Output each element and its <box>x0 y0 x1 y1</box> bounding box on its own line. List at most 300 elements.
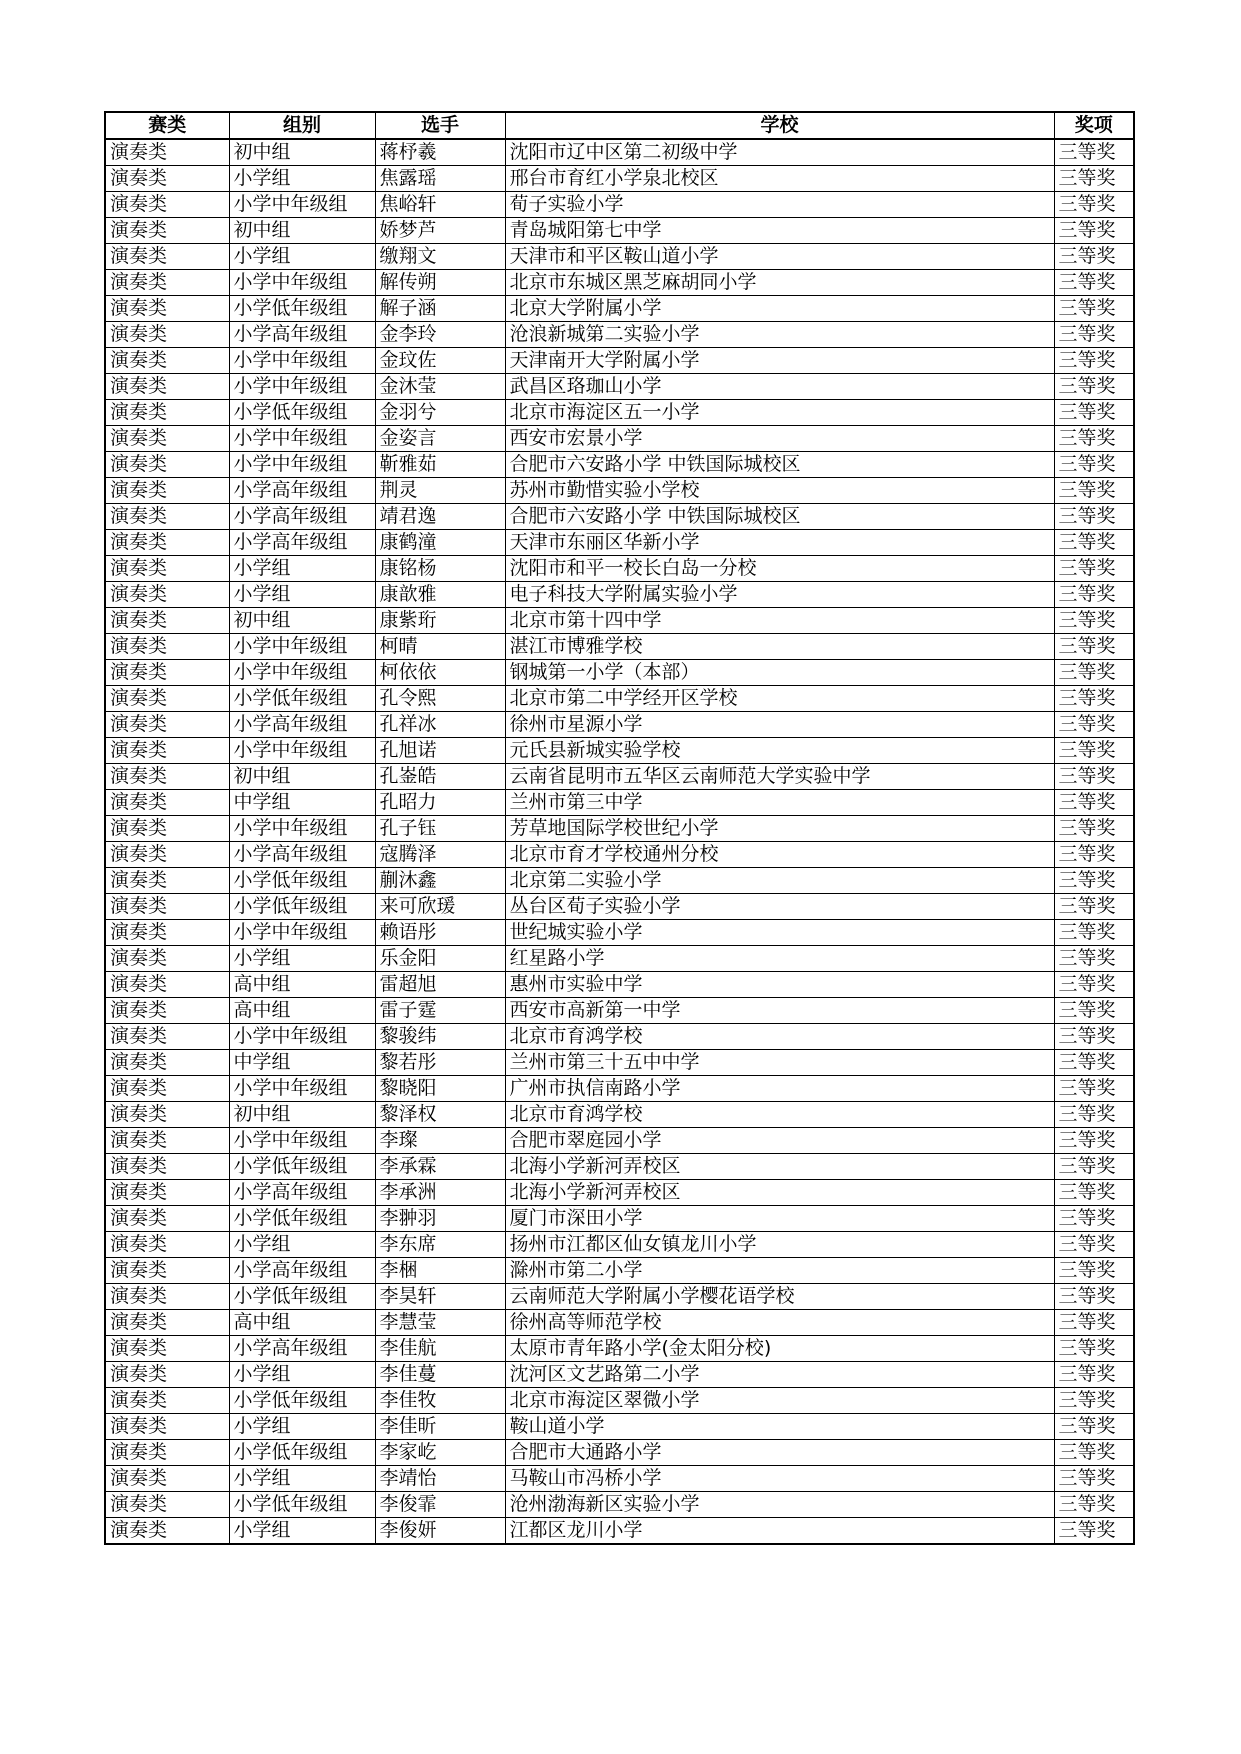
cell-category: 演奏类 <box>105 1258 229 1284</box>
cell-category: 演奏类 <box>105 1492 229 1518</box>
cell-group: 小学低年级组 <box>229 1206 375 1232</box>
cell-school: 北海小学新河弄校区 <box>505 1180 1054 1206</box>
cell-award: 三等奖 <box>1054 712 1134 738</box>
cell-contestant: 金沐莹 <box>375 374 505 400</box>
cell-school: 北京市东城区黑芝麻胡同小学 <box>505 270 1054 296</box>
cell-group: 小学高年级组 <box>229 1258 375 1284</box>
cell-award: 三等奖 <box>1054 139 1134 166</box>
cell-contestant: 柯晴 <box>375 634 505 660</box>
cell-school: 徐州高等师范学校 <box>505 1310 1054 1336</box>
cell-award: 三等奖 <box>1054 1232 1134 1258</box>
cell-school: 合肥市翠庭园小学 <box>505 1128 1054 1154</box>
cell-contestant: 金姿言 <box>375 426 505 452</box>
cell-group: 初中组 <box>229 608 375 634</box>
cell-award: 三等奖 <box>1054 1128 1134 1154</box>
cell-contestant: 黎泽权 <box>375 1102 505 1128</box>
cell-contestant: 孔昭力 <box>375 790 505 816</box>
cell-group: 小学组 <box>229 1518 375 1545</box>
cell-school: 沧州渤海新区实验小学 <box>505 1492 1054 1518</box>
cell-category: 演奏类 <box>105 192 229 218</box>
cell-category: 演奏类 <box>105 998 229 1024</box>
cell-category: 演奏类 <box>105 582 229 608</box>
table-row <box>105 1388 1134 1414</box>
table-row <box>105 816 1134 842</box>
cell-category: 演奏类 <box>105 1180 229 1206</box>
table-row <box>105 1154 1134 1180</box>
cell-group: 小学高年级组 <box>229 1180 375 1206</box>
cell-award: 三等奖 <box>1054 504 1134 530</box>
cell-school: 合肥市大通路小学 <box>505 1440 1054 1466</box>
cell-contestant: 寇腾泽 <box>375 842 505 868</box>
header-contestant: 选手 <box>375 112 505 139</box>
cell-award: 三等奖 <box>1054 400 1134 426</box>
table-row <box>105 1362 1134 1388</box>
cell-award: 三等奖 <box>1054 1362 1134 1388</box>
cell-group: 小学低年级组 <box>229 400 375 426</box>
cell-group: 小学组 <box>229 1414 375 1440</box>
cell-award: 三等奖 <box>1054 452 1134 478</box>
cell-contestant: 解子涵 <box>375 296 505 322</box>
cell-contestant: 李家屹 <box>375 1440 505 1466</box>
cell-school: 云南省昆明市五华区云南师范大学实验中学 <box>505 764 1054 790</box>
cell-contestant: 李梱 <box>375 1258 505 1284</box>
table-row <box>105 1050 1134 1076</box>
cell-award: 三等奖 <box>1054 660 1134 686</box>
cell-category: 演奏类 <box>105 426 229 452</box>
cell-group: 小学低年级组 <box>229 868 375 894</box>
cell-contestant: 康歆雅 <box>375 582 505 608</box>
cell-school: 合肥市六安路小学 中铁国际城校区 <box>505 504 1054 530</box>
table-row <box>105 1102 1134 1128</box>
cell-school: 世纪城实验小学 <box>505 920 1054 946</box>
cell-school: 西安市宏景小学 <box>505 426 1054 452</box>
cell-award: 三等奖 <box>1054 270 1134 296</box>
cell-category: 演奏类 <box>105 790 229 816</box>
cell-category: 演奏类 <box>105 660 229 686</box>
cell-school: 兰州市第三中学 <box>505 790 1054 816</box>
cell-contestant: 孔旭诺 <box>375 738 505 764</box>
table-row <box>105 1466 1134 1492</box>
cell-category: 演奏类 <box>105 1128 229 1154</box>
cell-school: 天津市东丽区华新小学 <box>505 530 1054 556</box>
cell-contestant: 雷超旭 <box>375 972 505 998</box>
cell-school: 电子科技大学附属实验小学 <box>505 582 1054 608</box>
cell-award: 三等奖 <box>1054 1440 1134 1466</box>
cell-contestant: 孔子钰 <box>375 816 505 842</box>
table-row <box>105 218 1134 244</box>
cell-category: 演奏类 <box>105 1310 229 1336</box>
cell-group: 小学中年级组 <box>229 920 375 946</box>
cell-contestant: 李佳昕 <box>375 1414 505 1440</box>
cell-contestant: 黎骏纬 <box>375 1024 505 1050</box>
cell-group: 小学低年级组 <box>229 1388 375 1414</box>
table-row <box>105 998 1134 1024</box>
header-school: 学校 <box>505 112 1054 139</box>
cell-category: 演奏类 <box>105 894 229 920</box>
cell-school: 北京市育鸿学校 <box>505 1024 1054 1050</box>
cell-contestant: 李东席 <box>375 1232 505 1258</box>
cell-contestant: 李翀羽 <box>375 1206 505 1232</box>
cell-group: 小学高年级组 <box>229 504 375 530</box>
cell-category: 演奏类 <box>105 764 229 790</box>
cell-group: 小学低年级组 <box>229 686 375 712</box>
cell-category: 演奏类 <box>105 1076 229 1102</box>
cell-group: 初中组 <box>229 1102 375 1128</box>
cell-group: 小学中年级组 <box>229 192 375 218</box>
cell-contestant: 靳雅茹 <box>375 452 505 478</box>
cell-category: 演奏类 <box>105 1388 229 1414</box>
table-row <box>105 244 1134 270</box>
cell-school: 鞍山道小学 <box>505 1414 1054 1440</box>
cell-contestant: 来可欣瑗 <box>375 894 505 920</box>
cell-category: 演奏类 <box>105 1024 229 1050</box>
table-row <box>105 712 1134 738</box>
cell-award: 三等奖 <box>1054 1206 1134 1232</box>
table-row <box>105 738 1134 764</box>
cell-group: 小学中年级组 <box>229 1076 375 1102</box>
cell-group: 小学高年级组 <box>229 712 375 738</box>
table-row <box>105 374 1134 400</box>
table-row <box>105 660 1134 686</box>
cell-group: 小学组 <box>229 1232 375 1258</box>
cell-school: 合肥市六安路小学 中铁国际城校区 <box>505 452 1054 478</box>
cell-group: 小学中年级组 <box>229 452 375 478</box>
cell-group: 小学低年级组 <box>229 1284 375 1310</box>
cell-category: 演奏类 <box>105 972 229 998</box>
cell-contestant: 李佳航 <box>375 1336 505 1362</box>
table-row <box>105 139 1134 166</box>
table-body <box>105 139 1134 1544</box>
table-row <box>105 296 1134 322</box>
cell-contestant: 金李玲 <box>375 322 505 348</box>
table-row <box>105 790 1134 816</box>
cell-school: 芳草地国际学校世纪小学 <box>505 816 1054 842</box>
cell-category: 演奏类 <box>105 218 229 244</box>
cell-category: 演奏类 <box>105 478 229 504</box>
cell-award: 三等奖 <box>1054 790 1134 816</box>
cell-category: 演奏类 <box>105 556 229 582</box>
cell-school: 苏州市勤惜实验小学校 <box>505 478 1054 504</box>
cell-award: 三等奖 <box>1054 296 1134 322</box>
header-group: 组别 <box>229 112 375 139</box>
cell-award: 三等奖 <box>1054 946 1134 972</box>
cell-group: 小学组 <box>229 244 375 270</box>
table-row <box>105 764 1134 790</box>
cell-award: 三等奖 <box>1054 348 1134 374</box>
table-row <box>105 842 1134 868</box>
cell-contestant: 娇梦芦 <box>375 218 505 244</box>
cell-category: 演奏类 <box>105 946 229 972</box>
cell-category: 演奏类 <box>105 1518 229 1545</box>
table-row <box>105 1310 1134 1336</box>
table-row <box>105 1206 1134 1232</box>
cell-award: 三等奖 <box>1054 166 1134 192</box>
cell-award: 三等奖 <box>1054 842 1134 868</box>
cell-group: 高中组 <box>229 998 375 1024</box>
cell-category: 演奏类 <box>105 374 229 400</box>
table-row <box>105 1258 1134 1284</box>
cell-school: 广州市执信南路小学 <box>505 1076 1054 1102</box>
cell-award: 三等奖 <box>1054 218 1134 244</box>
table-row <box>105 270 1134 296</box>
cell-school: 荀子实验小学 <box>505 192 1054 218</box>
cell-award: 三等奖 <box>1054 1102 1134 1128</box>
cell-contestant: 柯依依 <box>375 660 505 686</box>
award-list-sheet <box>104 111 1133 1545</box>
cell-group: 高中组 <box>229 972 375 998</box>
cell-category: 演奏类 <box>105 1284 229 1310</box>
cell-school: 惠州市实验中学 <box>505 972 1054 998</box>
table-row <box>105 478 1134 504</box>
cell-group: 小学中年级组 <box>229 816 375 842</box>
cell-contestant: 赖语彤 <box>375 920 505 946</box>
cell-award: 三等奖 <box>1054 894 1134 920</box>
cell-contestant: 孔崟皓 <box>375 764 505 790</box>
cell-category: 演奏类 <box>105 634 229 660</box>
cell-contestant: 李承洲 <box>375 1180 505 1206</box>
cell-group: 小学低年级组 <box>229 894 375 920</box>
cell-contestant: 康鹤潼 <box>375 530 505 556</box>
cell-category: 演奏类 <box>105 1206 229 1232</box>
cell-school: 北京市育鸿学校 <box>505 1102 1054 1128</box>
cell-award: 三等奖 <box>1054 478 1134 504</box>
table-row <box>105 452 1134 478</box>
cell-school: 武昌区珞珈山小学 <box>505 374 1054 400</box>
table-row <box>105 530 1134 556</box>
cell-category: 演奏类 <box>105 868 229 894</box>
table-row <box>105 1518 1134 1545</box>
cell-contestant: 李慧莹 <box>375 1310 505 1336</box>
cell-school: 沈阳市和平一校长白岛一分校 <box>505 556 1054 582</box>
cell-category: 演奏类 <box>105 1362 229 1388</box>
cell-school: 天津市和平区鞍山道小学 <box>505 244 1054 270</box>
table-row <box>105 348 1134 374</box>
cell-group: 小学组 <box>229 582 375 608</box>
cell-award: 三等奖 <box>1054 530 1134 556</box>
table-row <box>105 634 1134 660</box>
cell-award: 三等奖 <box>1054 556 1134 582</box>
cell-group: 初中组 <box>229 218 375 244</box>
table-row <box>105 426 1134 452</box>
cell-group: 小学中年级组 <box>229 738 375 764</box>
cell-contestant: 李佳牧 <box>375 1388 505 1414</box>
cell-school: 沈河区文艺路第二小学 <box>505 1362 1054 1388</box>
cell-contestant: 李靖怡 <box>375 1466 505 1492</box>
cell-award: 三等奖 <box>1054 192 1134 218</box>
header-award: 奖项 <box>1054 112 1134 139</box>
cell-category: 演奏类 <box>105 816 229 842</box>
cell-award: 三等奖 <box>1054 868 1134 894</box>
cell-award: 三等奖 <box>1054 1284 1134 1310</box>
cell-school: 北京大学附属小学 <box>505 296 1054 322</box>
cell-school: 北京第二实验小学 <box>505 868 1054 894</box>
table-row <box>105 972 1134 998</box>
cell-award: 三等奖 <box>1054 1154 1134 1180</box>
cell-group: 小学中年级组 <box>229 1128 375 1154</box>
table-row <box>105 556 1134 582</box>
cell-group: 小学中年级组 <box>229 660 375 686</box>
table-row <box>105 1284 1134 1310</box>
cell-group: 小学高年级组 <box>229 530 375 556</box>
cell-category: 演奏类 <box>105 738 229 764</box>
cell-contestant: 黎若彤 <box>375 1050 505 1076</box>
cell-category: 演奏类 <box>105 1154 229 1180</box>
cell-group: 小学中年级组 <box>229 348 375 374</box>
cell-school: 元氏县新城实验学校 <box>505 738 1054 764</box>
cell-school: 红星路小学 <box>505 946 1054 972</box>
cell-award: 三等奖 <box>1054 1466 1134 1492</box>
cell-category: 演奏类 <box>105 139 229 166</box>
cell-award: 三等奖 <box>1054 582 1134 608</box>
table-row <box>105 1336 1134 1362</box>
cell-group: 中学组 <box>229 790 375 816</box>
cell-category: 演奏类 <box>105 1336 229 1362</box>
table-row <box>105 192 1134 218</box>
cell-category: 演奏类 <box>105 1050 229 1076</box>
cell-award: 三等奖 <box>1054 1258 1134 1284</box>
cell-school: 沧浪新城第二实验小学 <box>505 322 1054 348</box>
cell-school: 兰州市第三十五中中学 <box>505 1050 1054 1076</box>
cell-award: 三等奖 <box>1054 1076 1134 1102</box>
table-row <box>105 582 1134 608</box>
table-row <box>105 166 1134 192</box>
cell-school: 邢台市育红小学泉北校区 <box>505 166 1054 192</box>
cell-award: 三等奖 <box>1054 322 1134 348</box>
cell-award: 三等奖 <box>1054 686 1134 712</box>
cell-contestant: 黎晓阳 <box>375 1076 505 1102</box>
cell-award: 三等奖 <box>1054 972 1134 998</box>
cell-category: 演奏类 <box>105 842 229 868</box>
cell-school: 马鞍山市冯桥小学 <box>505 1466 1054 1492</box>
award-table <box>104 111 1135 1545</box>
cell-award: 三等奖 <box>1054 738 1134 764</box>
table-row <box>105 1232 1134 1258</box>
cell-category: 演奏类 <box>105 530 229 556</box>
cell-contestant: 乐金阳 <box>375 946 505 972</box>
table-row <box>105 400 1134 426</box>
table-row <box>105 1180 1134 1206</box>
cell-group: 小学组 <box>229 946 375 972</box>
cell-contestant: 蒋杼羲 <box>375 139 505 166</box>
cell-school: 滁州市第二小学 <box>505 1258 1054 1284</box>
cell-school: 江都区龙川小学 <box>505 1518 1054 1545</box>
cell-category: 演奏类 <box>105 1232 229 1258</box>
table-row <box>105 322 1134 348</box>
cell-group: 高中组 <box>229 1310 375 1336</box>
table-row <box>105 1076 1134 1102</box>
cell-category: 演奏类 <box>105 322 229 348</box>
cell-category: 演奏类 <box>105 348 229 374</box>
cell-award: 三等奖 <box>1054 1388 1134 1414</box>
cell-award: 三等奖 <box>1054 816 1134 842</box>
cell-category: 演奏类 <box>105 400 229 426</box>
cell-school: 钢城第一小学（本部） <box>505 660 1054 686</box>
table-row <box>105 1024 1134 1050</box>
cell-category: 演奏类 <box>105 1440 229 1466</box>
cell-group: 中学组 <box>229 1050 375 1076</box>
cell-award: 三等奖 <box>1054 426 1134 452</box>
table-row <box>105 1492 1134 1518</box>
cell-award: 三等奖 <box>1054 920 1134 946</box>
cell-group: 小学中年级组 <box>229 634 375 660</box>
cell-contestant: 李璨 <box>375 1128 505 1154</box>
cell-contestant: 焦峪轩 <box>375 192 505 218</box>
cell-group: 小学低年级组 <box>229 296 375 322</box>
cell-group: 初中组 <box>229 139 375 166</box>
cell-award: 三等奖 <box>1054 1414 1134 1440</box>
table-row <box>105 608 1134 634</box>
cell-group: 小学中年级组 <box>229 426 375 452</box>
cell-group: 小学中年级组 <box>229 374 375 400</box>
cell-category: 演奏类 <box>105 608 229 634</box>
table-row <box>105 504 1134 530</box>
cell-contestant: 荆灵 <box>375 478 505 504</box>
cell-group: 小学中年级组 <box>229 270 375 296</box>
cell-category: 演奏类 <box>105 166 229 192</box>
cell-category: 演奏类 <box>105 452 229 478</box>
cell-group: 小学高年级组 <box>229 322 375 348</box>
cell-school: 湛江市博雅学校 <box>505 634 1054 660</box>
cell-category: 演奏类 <box>105 686 229 712</box>
cell-school: 沈阳市辽中区第二初级中学 <box>505 139 1054 166</box>
cell-award: 三等奖 <box>1054 1492 1134 1518</box>
cell-category: 演奏类 <box>105 296 229 322</box>
cell-group: 小学组 <box>229 1466 375 1492</box>
cell-group: 小学低年级组 <box>229 1440 375 1466</box>
table-row <box>105 686 1134 712</box>
cell-contestant: 康紫珩 <box>375 608 505 634</box>
cell-contestant: 缴翔文 <box>375 244 505 270</box>
table-row <box>105 946 1134 972</box>
cell-group: 小学中年级组 <box>229 1024 375 1050</box>
cell-school: 太原市青年路小学(金太阳分校) <box>505 1336 1054 1362</box>
cell-school: 北京市第二中学经开区学校 <box>505 686 1054 712</box>
table-row <box>105 1414 1134 1440</box>
cell-group: 小学高年级组 <box>229 478 375 504</box>
cell-school: 天津南开大学附属小学 <box>505 348 1054 374</box>
table-row <box>105 1128 1134 1154</box>
cell-award: 三等奖 <box>1054 1024 1134 1050</box>
cell-award: 三等奖 <box>1054 1518 1134 1545</box>
cell-school: 徐州市星源小学 <box>505 712 1054 738</box>
cell-contestant: 李佳蔓 <box>375 1362 505 1388</box>
cell-school: 云南师范大学附属小学樱花语学校 <box>505 1284 1054 1310</box>
cell-category: 演奏类 <box>105 712 229 738</box>
cell-contestant: 李昊轩 <box>375 1284 505 1310</box>
cell-group: 小学高年级组 <box>229 842 375 868</box>
cell-contestant: 靖君逸 <box>375 504 505 530</box>
cell-contestant: 雷子霆 <box>375 998 505 1024</box>
table-row <box>105 1440 1134 1466</box>
cell-school: 北京市第十四中学 <box>505 608 1054 634</box>
header-row <box>105 112 1134 139</box>
cell-contestant: 金羽兮 <box>375 400 505 426</box>
cell-group: 小学组 <box>229 556 375 582</box>
cell-school: 丛台区荀子实验小学 <box>505 894 1054 920</box>
cell-category: 演奏类 <box>105 270 229 296</box>
cell-group: 小学组 <box>229 1362 375 1388</box>
cell-school: 北京市育才学校通州分校 <box>505 842 1054 868</box>
cell-school: 厦门市深田小学 <box>505 1206 1054 1232</box>
cell-school: 北海小学新河弄校区 <box>505 1154 1054 1180</box>
cell-contestant: 金玟佐 <box>375 348 505 374</box>
cell-award: 三等奖 <box>1054 608 1134 634</box>
cell-group: 初中组 <box>229 764 375 790</box>
cell-group: 小学低年级组 <box>229 1154 375 1180</box>
table-row <box>105 868 1134 894</box>
header-category: 赛类 <box>105 112 229 139</box>
cell-award: 三等奖 <box>1054 374 1134 400</box>
